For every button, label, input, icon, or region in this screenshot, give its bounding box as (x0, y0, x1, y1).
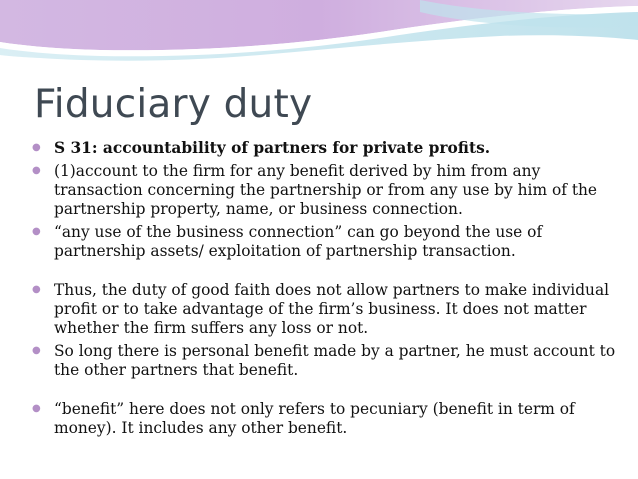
bullet-dot-icon: ● (32, 226, 41, 237)
bullet-dot-icon: ● (32, 142, 41, 153)
bullet-dot-icon: ● (32, 284, 41, 295)
bullet-list (30, 139, 620, 438)
bullet-item (30, 281, 620, 338)
bullet-text: Thus, the duty of good faith does not allow partners to make individual profit or to take advantage of the firm’s business. It does not matter whether the firm suffers any loss or not. (54, 281, 610, 337)
bullet-item (30, 400, 620, 438)
bullet-text: “benefit” here does not only refers to pecuniary (benefit in term of money). It includes any other benefit. (54, 400, 575, 437)
bullet-text: (1)account to the firm for any benefit derived by him from any transaction concerning the partnership or from any use by him of the partnership property, name, or business connection. (54, 162, 598, 218)
bullet-dot-icon: ● (32, 345, 41, 356)
bullet-text: S 31: accountability of partners for private profits. (54, 139, 491, 157)
bullet-item (30, 342, 620, 380)
slide-title: Fiduciary duty (34, 82, 313, 127)
bullet-text: So long there is personal benefit made by a partner, he must account to the other partners that benefit. (54, 342, 616, 379)
bullet-item (30, 162, 620, 219)
header-wave-decoration (0, 0, 638, 80)
bullet-item (30, 139, 620, 158)
bullet-item (30, 223, 620, 261)
bullet-dot-icon: ● (32, 165, 41, 176)
bullet-text: “any use of the business connection” can go beyond the use of partnership assets/ exploitation of partnership transaction. (54, 223, 543, 260)
bullet-dot-icon: ● (32, 403, 41, 414)
